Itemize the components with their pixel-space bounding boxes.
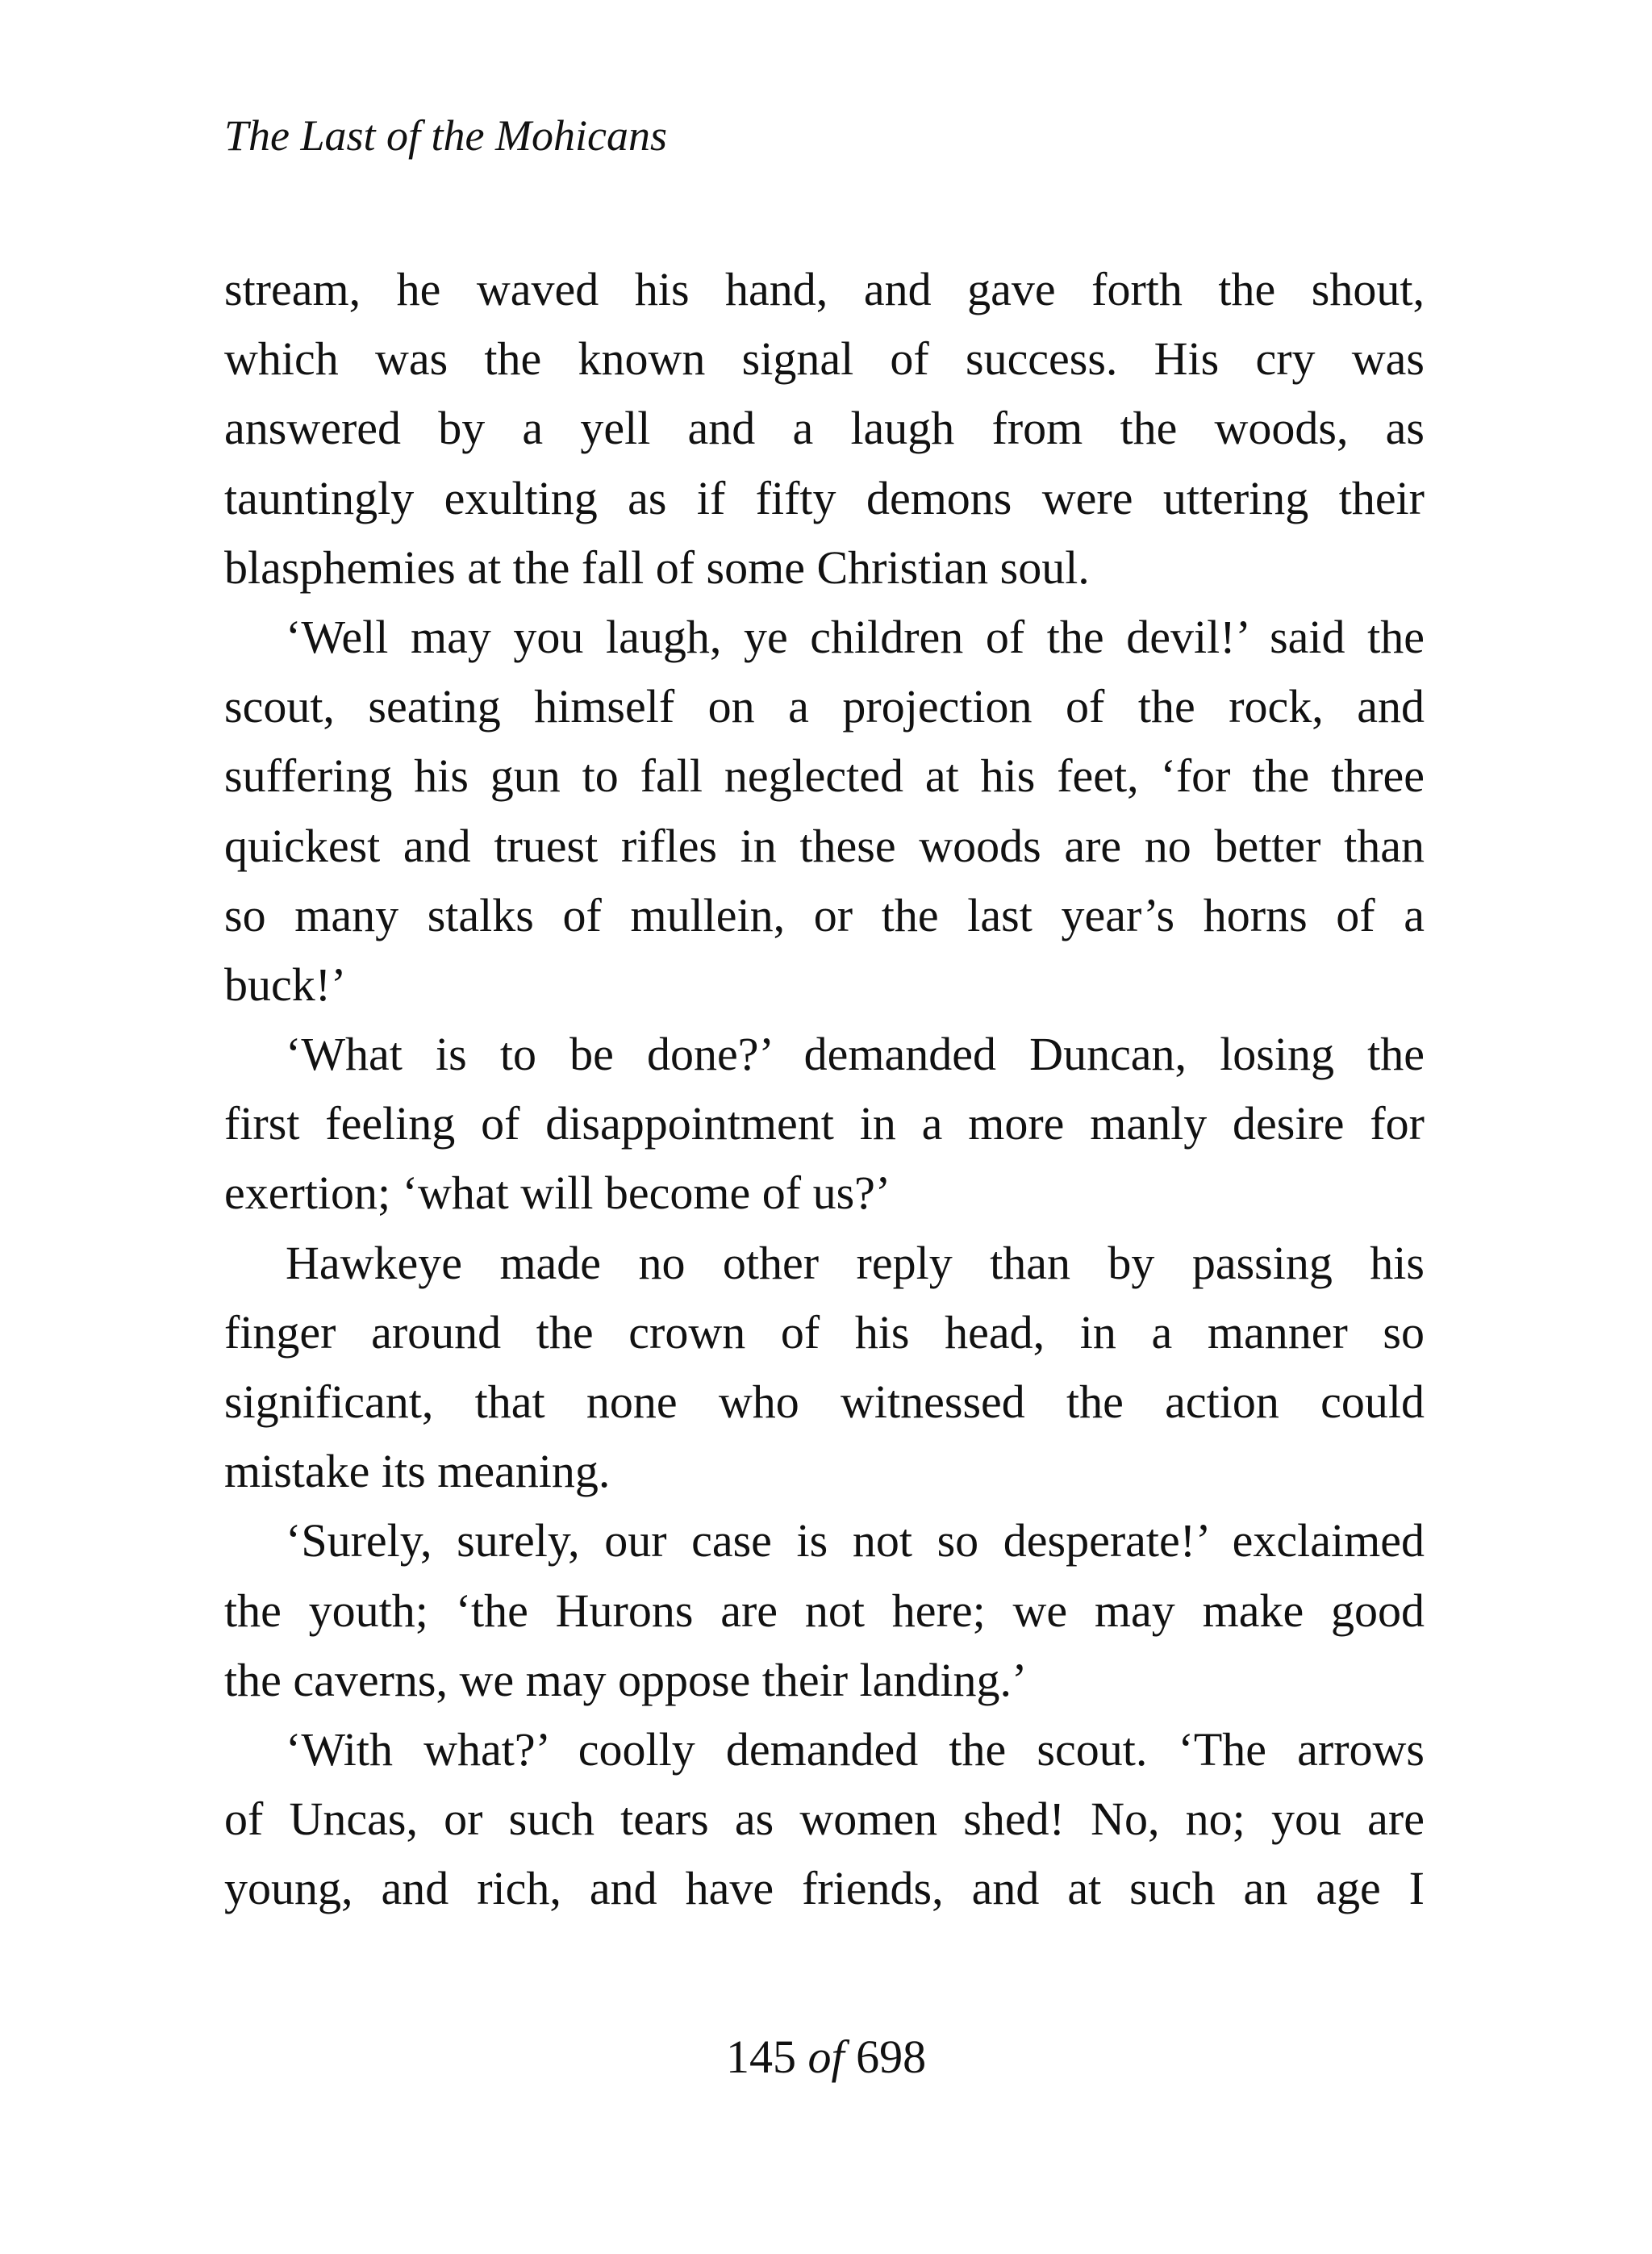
text-line: the caverns, we may oppose their landing.’	[224, 1653, 1028, 1706]
text-line: buck!’	[224, 958, 347, 1011]
page-number-total: 698	[856, 2031, 927, 2083]
text-line: ‘Surely, surely, our case is not so desperate!’ exclaimed	[286, 1514, 1425, 1567]
page-body-text	[224, 255, 1425, 1924]
text-line: significant, that none who witnessed the action could	[224, 1375, 1425, 1428]
text-line: the youth; ‘the Hurons are not here; we may make good	[224, 1584, 1425, 1637]
text-line: answered by a yell and a laugh from the woods, as	[224, 402, 1425, 455]
text-line: suffering his gun to fall neglected at his feet, ‘for the three	[224, 749, 1425, 803]
page-number-of: of	[807, 2031, 845, 2083]
text-line: of Uncas, or such tears as women shed! No, no; you are	[224, 1793, 1425, 1846]
text-line: ‘With what?’ coolly demanded the scout. ‘The arrows	[286, 1722, 1425, 1776]
text-line: ‘What is to be done?’ demanded Duncan, losing the	[286, 1028, 1425, 1081]
text-line: stream, he waved his hand, and gave forth the shout,	[224, 263, 1425, 315]
text-line: scout, seating himself on a projection of the rock, and	[224, 680, 1425, 733]
text-line: tauntingly exulting as if fifty demons were uttering their	[224, 471, 1425, 524]
text-line: first feeling of disappointment in a more manly desire for	[224, 1097, 1425, 1150]
text-line: so many stalks of mullein, or the last year’s horns of a	[224, 888, 1425, 941]
text-line: quickest and truest rifles in these woods are no better than	[224, 819, 1425, 872]
text-line: Hawkeye made no other reply than by passing his	[286, 1236, 1425, 1289]
text-line: ‘Well may you laugh, ye children of the devil!’ said the	[286, 610, 1425, 663]
text-line: blasphemies at the fall of some Christian soul.	[224, 541, 1090, 594]
text-line: young, and rich, and have friends, and at such an age I	[224, 1862, 1425, 1915]
page-number	[0, 2025, 1652, 2089]
text-line: mistake its meaning.	[224, 1445, 611, 1498]
running-head: The Last of the Mohicans	[224, 111, 667, 160]
page-number-current: 145	[725, 2031, 796, 2083]
text-line: finger around the crown of his head, in a manner so	[224, 1305, 1425, 1359]
text-line: exertion; ‘what will become of us?’	[224, 1167, 891, 1220]
text-line: which was the known signal of success. His cry was	[224, 332, 1425, 386]
